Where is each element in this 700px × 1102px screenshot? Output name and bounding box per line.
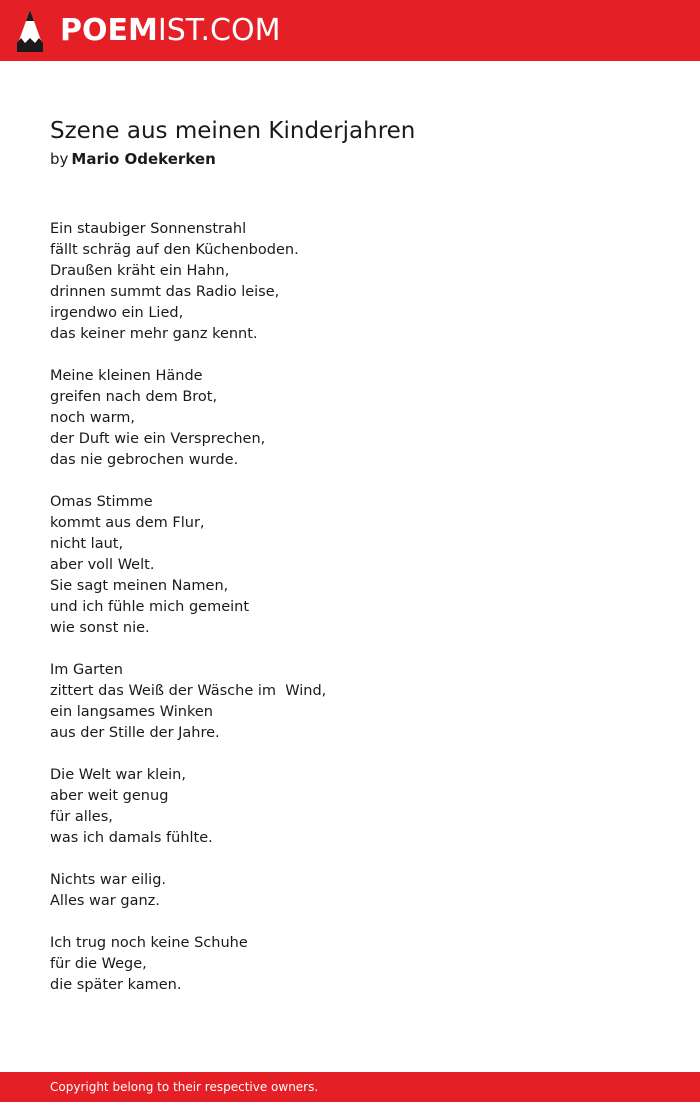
- poem-line: für alles,: [50, 809, 113, 825]
- poem-line: Nichts war eilig.: [50, 872, 167, 888]
- poem-line: aber voll Welt.: [50, 557, 155, 573]
- copyright-text: Copyright belong to their respective owners.: [50, 1080, 319, 1094]
- poem-line: für die Wege,: [50, 956, 147, 972]
- poem-line: die später kamen.: [50, 977, 182, 993]
- poem-line: aus der Stille der Jahre.: [50, 725, 220, 741]
- poem-title: Szene aus meinen Kinderjahren: [50, 118, 416, 144]
- poem-line: Meine kleinen Hände: [50, 368, 203, 384]
- poem-stanza: [50, 870, 650, 912]
- poem-stanza: [50, 219, 650, 345]
- poem-line: Die Welt war klein,: [50, 767, 186, 783]
- brand-light: IST.COM: [157, 13, 281, 48]
- brand-name: [60, 9, 280, 53]
- poem-line: kommt aus dem Flur,: [50, 515, 205, 531]
- poem-line: nicht laut,: [50, 536, 124, 552]
- poem-line: aber weit genug: [50, 788, 169, 804]
- poem-line: der Duft wie ein Versprechen,: [50, 431, 266, 447]
- poem-stanza: [50, 492, 650, 639]
- poem-line: Im Garten: [50, 662, 123, 678]
- poem-body: [50, 219, 650, 1017]
- footer-bar: [0, 1072, 700, 1102]
- poem-line: das keiner mehr ganz kennt.: [50, 326, 258, 342]
- poem-line: greifen nach dem Brot,: [50, 389, 218, 405]
- poem-line: Alles war ganz.: [50, 893, 160, 909]
- poem-line: Omas Stimme: [50, 494, 153, 510]
- poem-line: das nie gebrochen wurde.: [50, 452, 239, 468]
- poem-line: drinnen summt das Radio leise,: [50, 284, 280, 300]
- poem-line: Draußen kräht ein Hahn,: [50, 263, 230, 279]
- poem-line: Ein staubiger Sonnenstrahl: [50, 221, 247, 237]
- poem-stanza: [50, 366, 650, 471]
- poem-line: noch warm,: [50, 410, 136, 426]
- poem-line: zittert das Weiß der Wäsche im Wind,: [50, 683, 327, 699]
- poem-line: irgendwo ein Lied,: [50, 305, 184, 321]
- poem-line: ein langsames Winken: [50, 704, 213, 720]
- site-logo[interactable]: [16, 9, 280, 53]
- poem-line: was ich damals fühlte.: [50, 830, 213, 846]
- author-name: Mario Odekerken: [71, 150, 216, 168]
- poem-line: Ich trug noch keine Schuhe: [50, 935, 248, 951]
- poem-line: fällt schräg auf den Küchenboden.: [50, 242, 299, 258]
- top-bar: [0, 0, 700, 61]
- poem-stanza: [50, 933, 650, 996]
- pencil-icon: [16, 10, 44, 52]
- poem-stanza: [50, 660, 650, 744]
- brand-bold: POEM: [60, 13, 158, 48]
- poem-line: wie sonst nie.: [50, 620, 150, 636]
- poem-line: Sie sagt meinen Namen,: [50, 578, 229, 594]
- byline: [50, 149, 216, 169]
- by-label: by: [50, 150, 69, 168]
- poem-line: und ich fühle mich gemeint: [50, 599, 250, 615]
- poem-stanza: [50, 765, 650, 849]
